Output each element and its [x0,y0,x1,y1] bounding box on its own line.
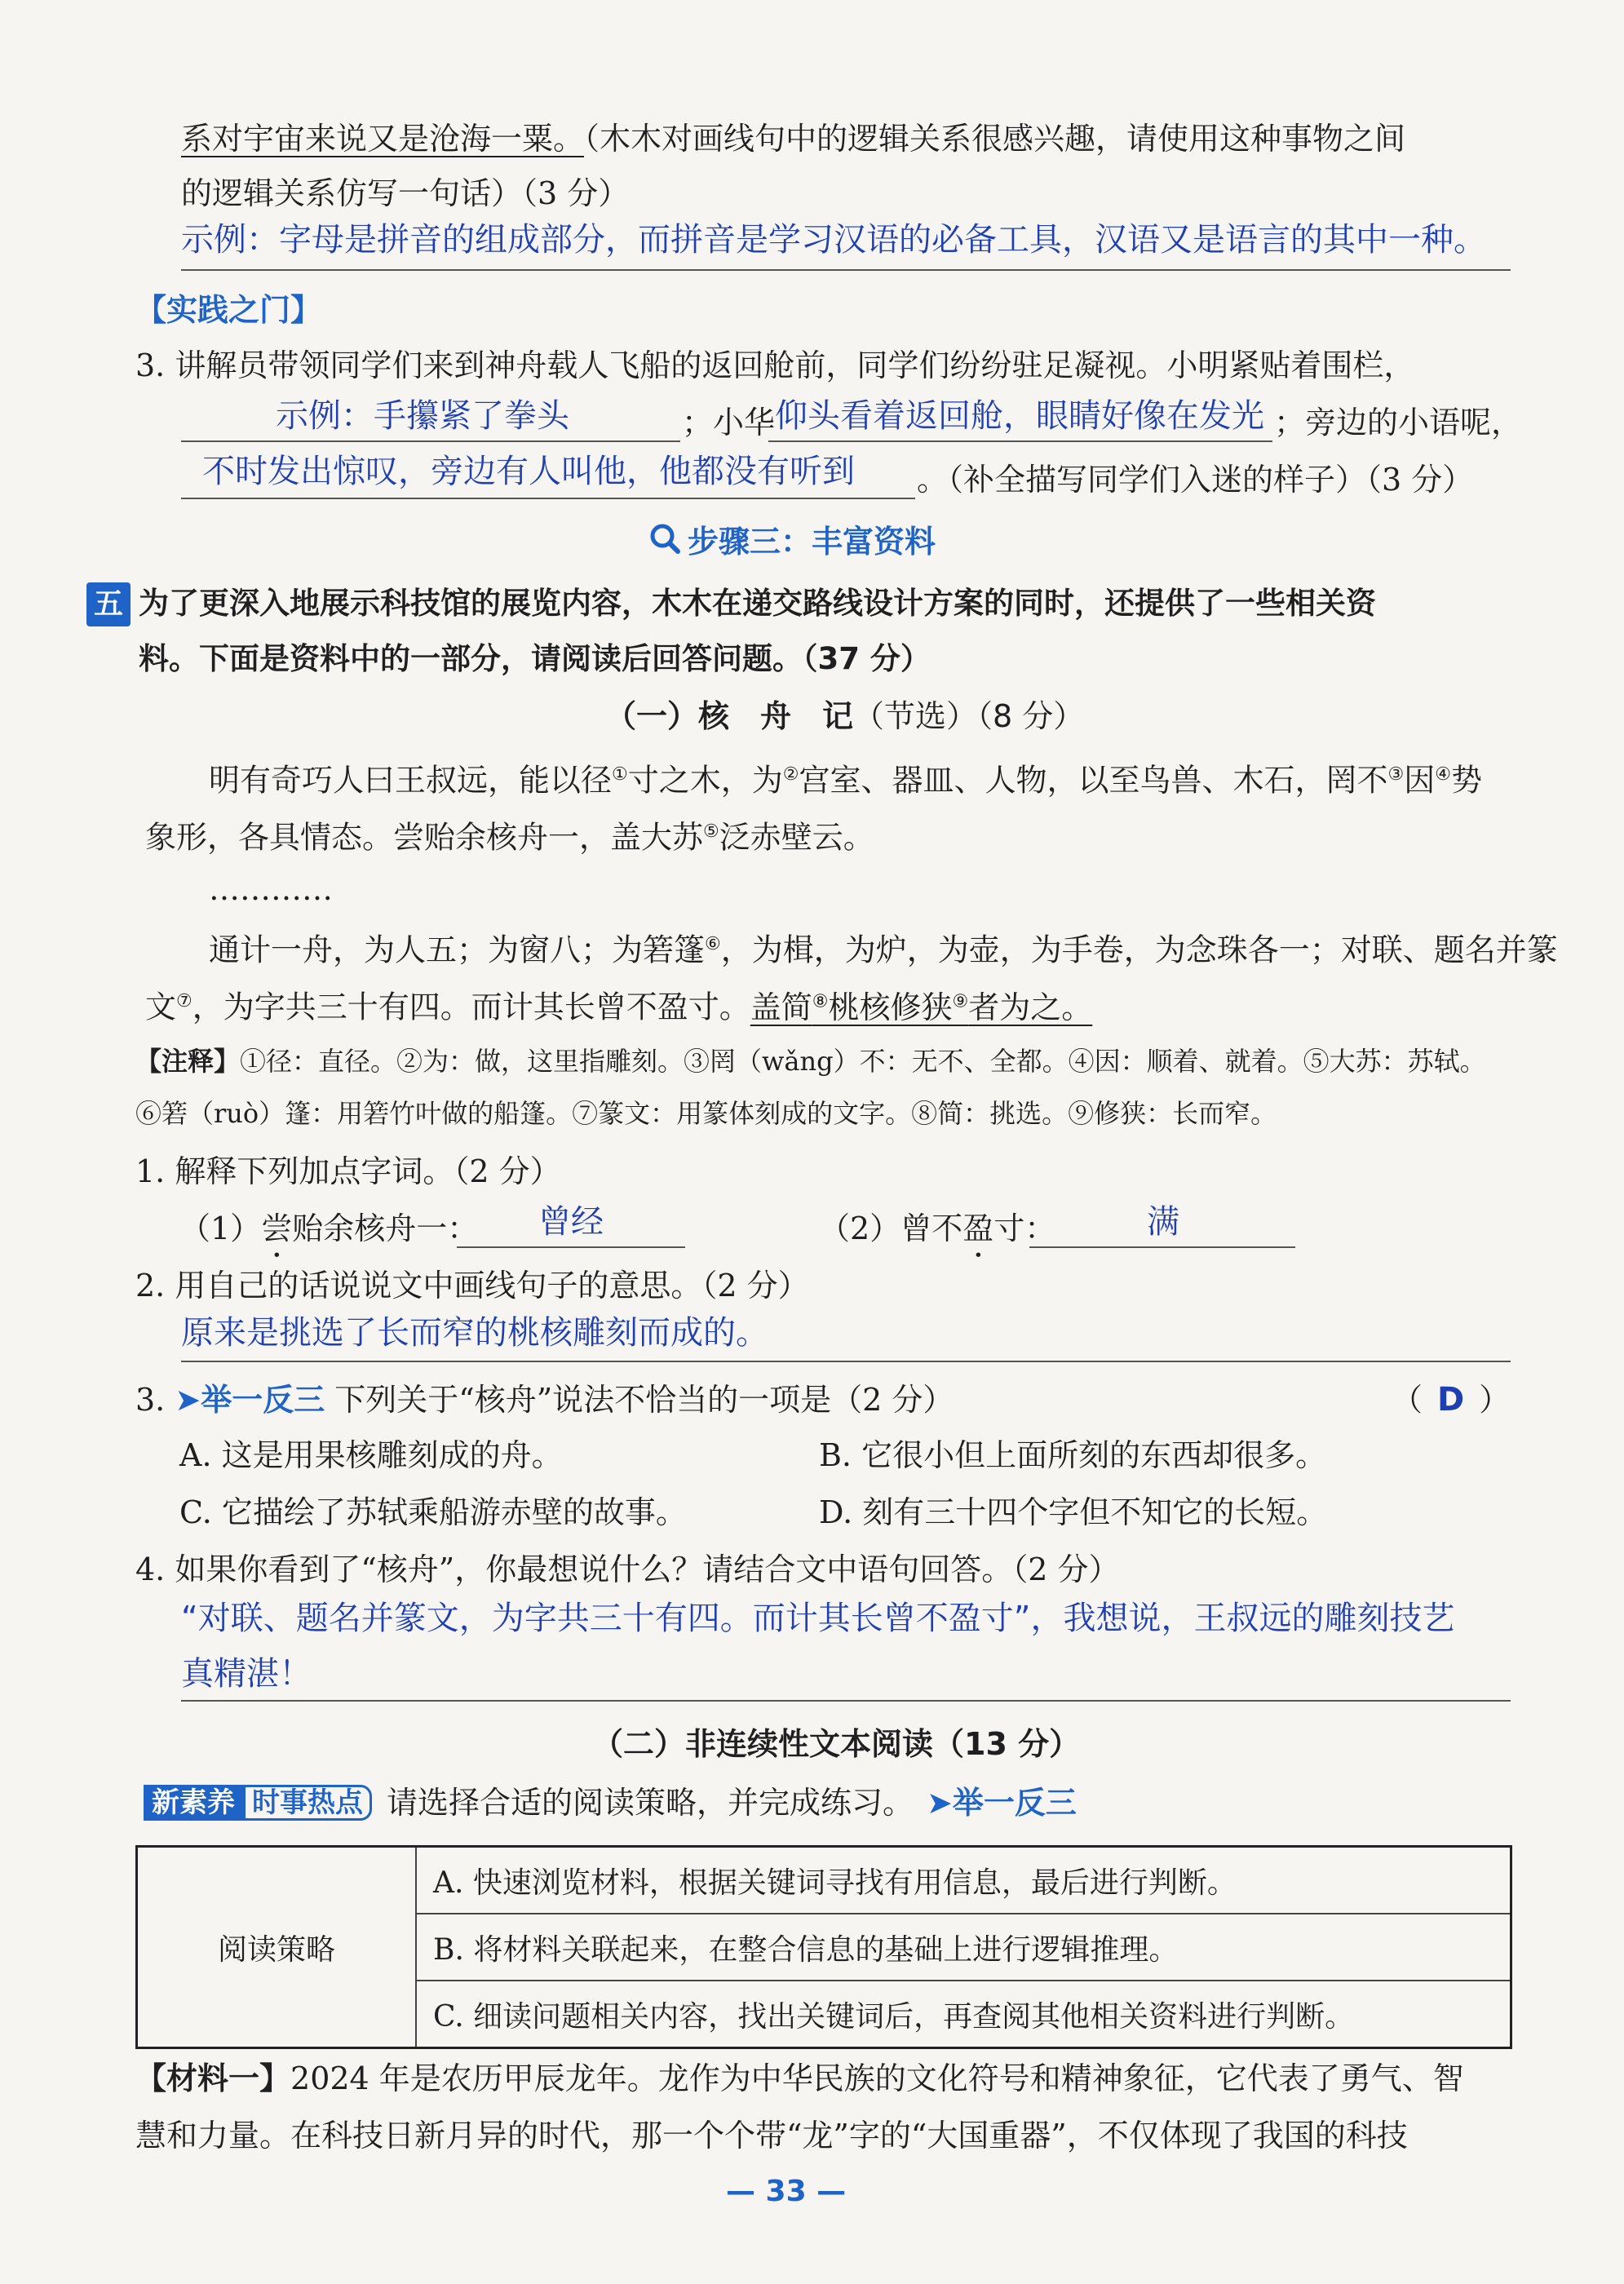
section5-intro1: 为了更深入地展示科技馆的展览内容，木木在递交路线设计方案的同时，还提供了一些相关资 [139,586,1376,621]
passage-ellipsis: ………… [209,871,333,907]
q2-line [181,1361,1511,1362]
answer-line [181,269,1511,271]
notes-line1: 【注释】①径：直径。②为：做，这里指雕刻。③罔（wǎng）不：无不、全都。④因：顺着、就着。⑤大苏：苏轼。 [135,1046,1486,1077]
page-number: — 33 — [726,2175,847,2208]
part1-q1-b: （2）曾不盈寸： [819,1211,1056,1246]
q4-line [181,1700,1511,1702]
notes-line2: ⑥箬（ruò）篷：用箬竹叶做的船篷。⑦篆文：用篆体刻成的文字。⑧简：挑选。⑨修狭：长而窄。 [135,1098,1277,1129]
practice-heading: 【实践之门】 [135,292,322,328]
q1-b-answer: 满 [1147,1203,1179,1241]
q3-answer-paren: （ D ） [1392,1381,1511,1419]
passage-p1-line2: 象形，各具情态。尝贻余核舟一，盖大苏⑤泛赤壁云。 [145,819,874,856]
blank1-line [181,440,680,442]
part1-q3: 3. ➤举一反三 下列关于“核舟”说法不恰当的一项是（2 分） [135,1382,954,1418]
underlined-sentence-2: 盖简⑧桃核修狭⑨者为之。 [750,989,1093,1025]
option-c: C. 它描绘了苏轼乘船游赤壁的故事。 [179,1494,687,1530]
part2-instr-row: 新素养 时事热点 请选择合适的阅读策略，并完成练习。 ➤举一反三 [144,1778,1077,1827]
option-d: D. 刻有三十四个字但不知它的长短。 [819,1494,1328,1530]
part1-q1: 1. 解释下列加点字词。（2 分） [135,1153,561,1189]
underlined-sentence: 系对宇宙来说又是沧海一粟。 [181,121,585,157]
option-b: B. 它很小但上面所刻的东西却很多。 [819,1437,1327,1473]
search-icon [648,522,681,555]
q3-answer: D [1437,1381,1465,1419]
top-question-line1: 系对宇宙来说又是沧海一粟。（木木对画线句中的逻辑关系很感兴趣，请使用这种事物之间 [181,121,1406,157]
step3-heading [648,516,936,561]
blank3-line [181,498,915,499]
part1-q2: 2. 用自己的话说说文中画线句子的意思。（2 分） [135,1268,809,1304]
step3-title: 步骤三：丰富资料 [688,523,936,560]
part1-title: （一）核 舟 记（节选）（8 分） [605,698,1085,734]
tip-tag-2: ➤举一反三 [927,1785,1077,1821]
new-literacy-tag: 新素养 [144,1785,243,1821]
part2-title: （二）非连续性文本阅读（13 分） [592,1726,1081,1762]
strategy-label: 阅读策略 [137,1847,417,2048]
strategy-table [135,1845,1512,2049]
section-badge: 五 [86,582,131,626]
passage-p1-line1: 明有奇巧人曰王叔远，能以径①寸之木，为②宫室、器皿、人物，以至鸟兽、木石，罔不③因④势 [209,762,1483,799]
blank2-answer: 仰头看着返回舱，眼睛好像在发光 [775,397,1264,435]
hot-topic-tag: 时事热点 [243,1785,372,1821]
q1-b-line [1029,1246,1295,1248]
strategy-c: C. 细读问题相关内容，找出关键词后，再查阅其他相关资料进行判断。 [416,1981,1511,2048]
top-question-line2: 的逻辑关系仿写一句话）（3 分） [181,175,630,211]
part1-q1-a: （1）尝贻余核舟一： [179,1211,479,1246]
blank3-answer: 不时发出惊叹，旁边有人叫他，他都没有听到 [202,453,855,490]
material1-line2: 慧和力量。在科技日新月异的时代，那一个个带“龙”字的“大国重器”，不仅体现了我国的科技 [135,2118,1408,2153]
q4-answer-line1: “对联、题名并篆文，为字共三十有四。而计其长曾不盈寸”，我想说，王叔远的雕刻技艺 [181,1600,1455,1637]
strategy-b: B. 将材料关联起来，在整合信息的基础上进行逻辑推理。 [416,1914,1511,1981]
q4-answer-line2: 真精湛！ [181,1655,312,1693]
blank1-answer: 示例：手攥紧了拳头 [276,397,569,435]
tip-tag: ➤举一反三 [175,1382,325,1418]
passage-p2-line2: 文⑦，为字共三十有四。而计其长曾不盈寸。盖简⑧桃核修狭⑨者为之。 [145,989,1093,1025]
passage-p2-line1: 通计一舟，为人五；为窗八；为箬篷⑥，为楫，为炉，为壶，为手卷，为念珠各一；对联、题名并篆 [209,932,1558,968]
practice-end-text: 。（补全描写同学们入迷的样子）（3 分） [917,462,1474,498]
section5-intro2: 料。下面是资料中的一部分，请阅读后回答问题。（37 分） [139,641,931,676]
practice-tail-text: ；旁边的小语呢， [1274,405,1523,440]
top-answer: 示例：字母是拼音的组成部分，而拼音是学习汉语的必备工具，汉语又是语言的其中一种。 [181,221,1486,259]
q1-a-answer: 曾经 [538,1203,604,1241]
part1-q4: 4. 如果你看到了“核舟”，你最想说什么？请结合文中语句回答。（2 分） [135,1551,1120,1587]
material1-line1: 【材料一】2024 年是农历甲辰龙年。龙作为中华民族的文化符号和精神象征，它代表了勇气、智 [135,2060,1464,2096]
q2-answer: 原来是挑选了长而窄的桃核雕刻而成的。 [181,1314,768,1352]
option-a: A. 这是用果核雕刻成的舟。 [179,1437,563,1473]
blank2-line [768,440,1272,442]
practice-mid-text: ；小华 [682,405,776,440]
practice-q3-line1: 3. 讲解员带领同学们来到神舟载人飞船的返回舱前，同学们纷纷驻足凝视。小明紧贴着围栏， [135,347,1415,383]
q1-a-line [457,1246,685,1248]
strategy-a: A. 快速浏览材料，根据关键词寻找有用信息，最后进行判断。 [416,1847,1511,1914]
